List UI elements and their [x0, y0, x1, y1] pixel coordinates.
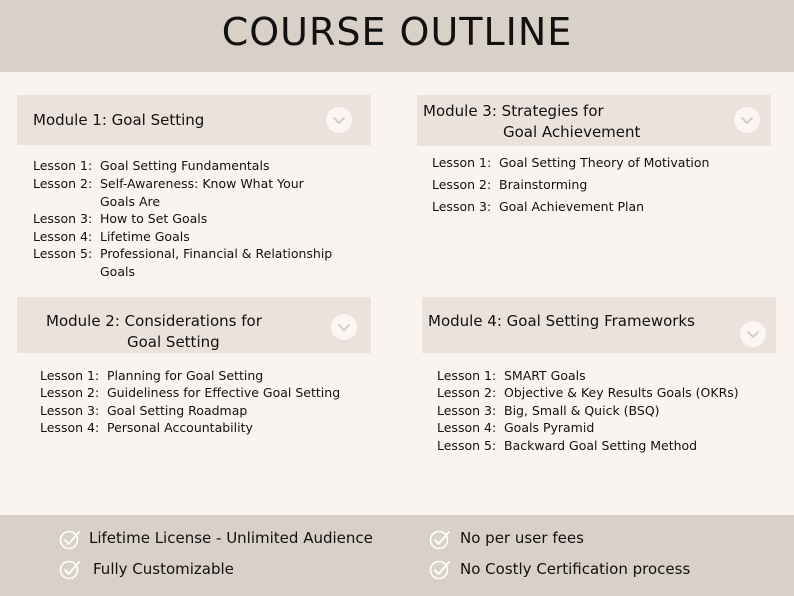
lesson-number: Lesson 2: — [33, 176, 93, 191]
lesson-title: Lifetime Goals — [100, 229, 190, 244]
check-circle-icon — [429, 558, 451, 580]
lesson-title: Backward Goal Setting Method — [504, 438, 698, 453]
lesson-title: Big, Small & Quick (BSQ) — [504, 403, 660, 418]
chevron-down-icon[interactable] — [740, 321, 766, 347]
lesson-number: Lesson 2: — [437, 385, 497, 400]
lesson-number: Lesson 1: — [432, 155, 492, 170]
lesson-title: Goals Pyramid — [504, 420, 595, 435]
lesson-number: Lesson 3: — [432, 199, 492, 214]
module-4-lesson-1 — [437, 367, 777, 385]
module-3-lesson-3 — [432, 198, 772, 216]
module-2-lesson-1 — [40, 367, 370, 385]
module-1-title: Module 1: Goal Setting — [33, 111, 205, 129]
check-circle-icon — [429, 528, 451, 550]
module-1-header[interactable] — [17, 95, 371, 145]
module-3-header[interactable] — [417, 95, 771, 146]
feature-no-per-user-fees: No per user fees — [460, 529, 584, 547]
lesson-number: Lesson 5: — [33, 246, 93, 261]
check-circle-icon — [59, 528, 81, 550]
module-4-lesson-3 — [437, 402, 777, 420]
lesson-title: Personal Accountability — [107, 420, 253, 435]
chevron-down-icon[interactable] — [734, 107, 760, 133]
module-3-lesson-2 — [432, 176, 772, 194]
module-2-title-line-1: Module 2: Considerations for — [46, 312, 262, 330]
lesson-number: Lesson 1: — [40, 368, 100, 383]
chevron-down-icon[interactable] — [331, 314, 357, 340]
lesson-number: Lesson 3: — [437, 403, 497, 418]
module-2-lesson-3 — [40, 402, 370, 420]
module-2-title-line-2: Goal Setting — [127, 333, 220, 351]
lesson-number: Lesson 5: — [437, 438, 497, 453]
lesson-title: How to Set Goals — [100, 211, 208, 226]
module-2-lesson-4 — [40, 419, 370, 437]
lesson-number: Lesson 2: — [432, 177, 492, 192]
lesson-number: Lesson 2: — [40, 385, 100, 400]
module-4-lesson-5 — [437, 437, 777, 455]
module-3-title-line-2: Goal Achievement — [503, 123, 641, 141]
lesson-title: Goal Achievement Plan — [499, 199, 645, 214]
lesson-title: Objective & Key Results Goals (OKRs) — [504, 385, 739, 400]
module-3-lesson-1 — [432, 154, 772, 172]
lesson-title: Professional, Financial & Relationship Goals — [100, 246, 333, 279]
lesson-number: Lesson 1: — [437, 368, 497, 383]
module-3-title-line-1: Module 3: Strategies for — [423, 102, 604, 120]
lesson-number: Lesson 4: — [33, 229, 93, 244]
page-title: COURSE OUTLINE — [221, 10, 573, 54]
lesson-number: Lesson 3: — [33, 211, 93, 226]
chevron-down-icon[interactable] — [326, 107, 352, 133]
module-2-header[interactable] — [17, 297, 371, 353]
feature-no-costly-certification: No Costly Certification process — [460, 560, 691, 578]
lesson-title: Planning for Goal Setting — [107, 368, 264, 383]
lesson-title: Self-Awareness: Know What Your Goals Are — [100, 176, 304, 209]
lesson-number: Lesson 3: — [40, 403, 100, 418]
lesson-title: SMART Goals — [504, 368, 586, 383]
check-circle-icon — [59, 558, 81, 580]
module-4-lesson-2 — [437, 384, 777, 402]
module-1-lesson-2 — [33, 175, 363, 211]
feature-fully-customizable: Fully Customizable — [93, 560, 234, 578]
lesson-number: Lesson 4: — [40, 420, 100, 435]
module-4-lesson-4 — [437, 419, 777, 437]
lesson-title: Goal Setting Roadmap — [107, 403, 248, 418]
lesson-number: Lesson 1: — [33, 158, 93, 173]
features-band — [0, 515, 794, 596]
module-1-lesson-1 — [33, 157, 363, 175]
module-1-lesson-5 — [33, 245, 363, 281]
feature-lifetime-license: Lifetime License - Unlimited Audience — [89, 529, 373, 547]
lesson-number: Lesson 4: — [437, 420, 497, 435]
lesson-title: Goal Setting Fundamentals — [100, 158, 270, 173]
lesson-title: Brainstorming — [499, 177, 588, 192]
lesson-title: Goal Setting Theory of Motivation — [499, 155, 710, 170]
lesson-title: Guideliness for Effective Goal Setting — [107, 385, 341, 400]
module-2-lesson-2 — [40, 384, 370, 402]
module-1-lesson-4 — [33, 228, 363, 246]
module-1-lesson-3 — [33, 210, 363, 228]
module-4-header[interactable] — [422, 297, 776, 353]
module-4-title: Module 4: Goal Setting Frameworks — [428, 312, 695, 330]
